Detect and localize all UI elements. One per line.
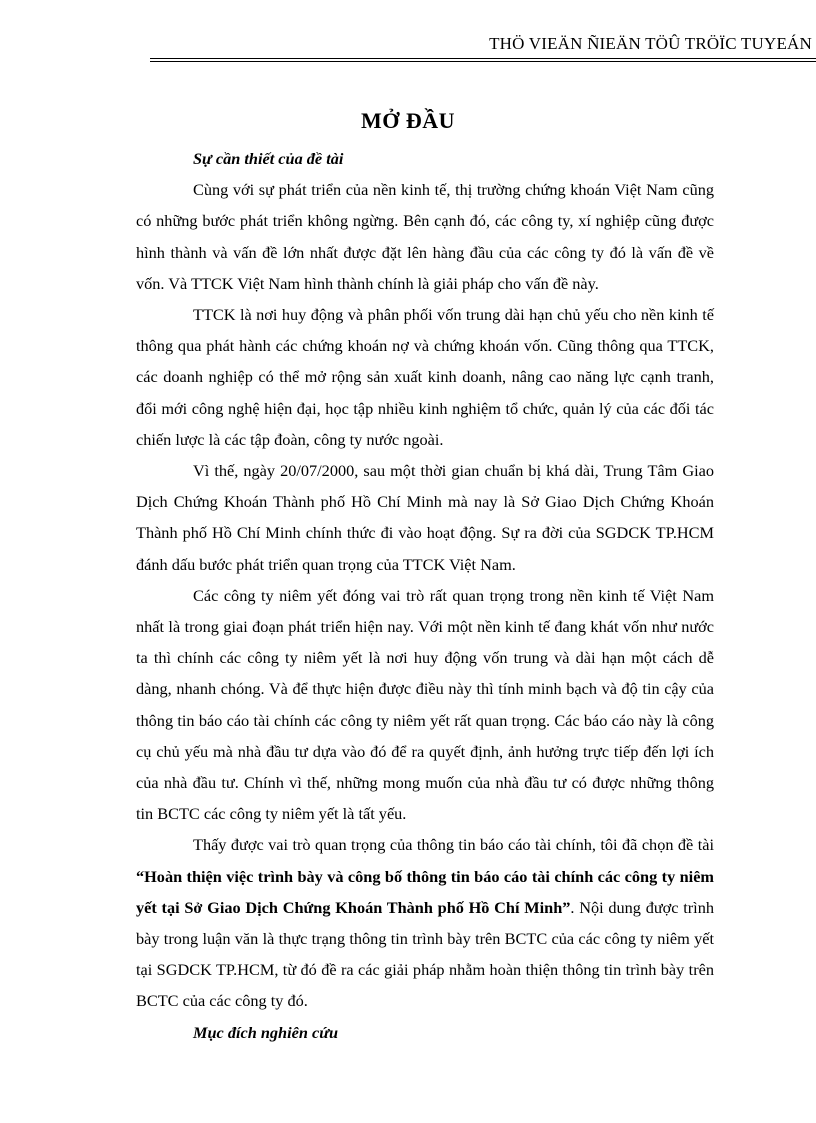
paragraph [136,829,714,1016]
page-title: MỞ ĐẦU [360,108,456,133]
paragraph: Các công ty niêm yết đóng vai trò rất quan trọng trong nền kinh tế Việt Nam nhất là trong giai đoạn phát triển hiện nay. Với một nền kinh tế đang khát vốn như nước ta thì chính các công ty niêm yết là nơi huy động vốn trung và dài hạn một cách dễ dàng, nhanh chóng. Và để thực hiện được điều này thì tính minh bạch và độ tin cậy của thông tin báo cáo tài chính các công ty niêm yết rất quan trọng. Các báo cáo này là công cụ chủ yếu mà nhà đầu tư dựa vào đó để ra quyết định, ảnh hưởng trực tiếp đến lợi ích của nhà đầu tư. Chính vì thế, những mong muốn của nhà đầu tư có được những thông tin BCTC các công ty niêm yết là tất yếu. [136,585,714,824]
paragraph-text: Thấy được vai trò quan trọng của thông tin báo cáo tài chính, tôi đã chọn đề tài [193,835,714,855]
paragraph: TTCK là nơi huy động và phân phối vốn trung dài hạn chủ yếu cho nền kinh tế thông qua phát hành các chứng khoán nợ và chứng khoán vốn. Cũng thông qua TTCK, các doanh nghiệp có thể mở rộng sản xuất kinh doanh, nâng cao năng lực cạnh tranh, đổi mới công nghệ hiện đại, học tập nhiều kinh nghiệm tổ chức, quản lý của các đối tác chiến lược là các tập đoàn, công ty nước ngoài. [136,305,714,449]
header-rule [150,61,816,62]
document-body [136,143,714,1048]
thesis-topic: “Hoàn thiện việc trình bày và công bố thông tin báo cáo tài chính các công ty niêm yết tại Sở Giao Dịch Chứng Khoán Thành phố Hồ Chí Minh” [136,866,714,917]
paragraph: Vì thế, ngày 20/07/2000, sau một thời gian chuẩn bị khá dài, Trung Tâm Giao Dịch Chứng Khoán Thành phố Hồ Chí Minh mà nay là Sở Giao Dịch Chứng Khoán Thành phố Hồ Chí Minh chính thức đi vào hoạt động. Sự ra đời của SGDCK TP.HCM đánh dấu bước phát triển quan trọng của TTCK Việt Nam. [136,461,714,574]
header-rule [150,58,816,59]
page-header: THÖ VIEÄN ÑIEÄN TÖÛ TRÖÏC TUYEÁN [489,34,812,53]
paragraph: Cùng với sự phát triển của nền kinh tế, thị trường chứng khoán Việt Nam cũng có những bước phát triển không ngừng. Bên cạnh đó, các công ty, xí nghiệp cũng được hình thành và vấn đề lớn nhất được đặt lên hàng đầu của các công ty đó là vấn đề về vốn. Và TTCK Việt Nam hình thành chính là giải pháp cho vấn đề này. [136,180,714,293]
section-heading: Mục đích nghiên cứu [193,1022,339,1042]
paragraph-text: . Nội dung được trình bày trong luận văn là thực trạng thông tin trình bày trên BCTC của các công ty niêm yết tại SGDCK TP.HCM, từ đó đề ra các giải pháp nhằm hoàn thiện thông tin trình bày trên BCTC của các công ty đó. [136,897,714,1011]
section-heading: Sự cần thiết của đề tài [193,149,344,168]
